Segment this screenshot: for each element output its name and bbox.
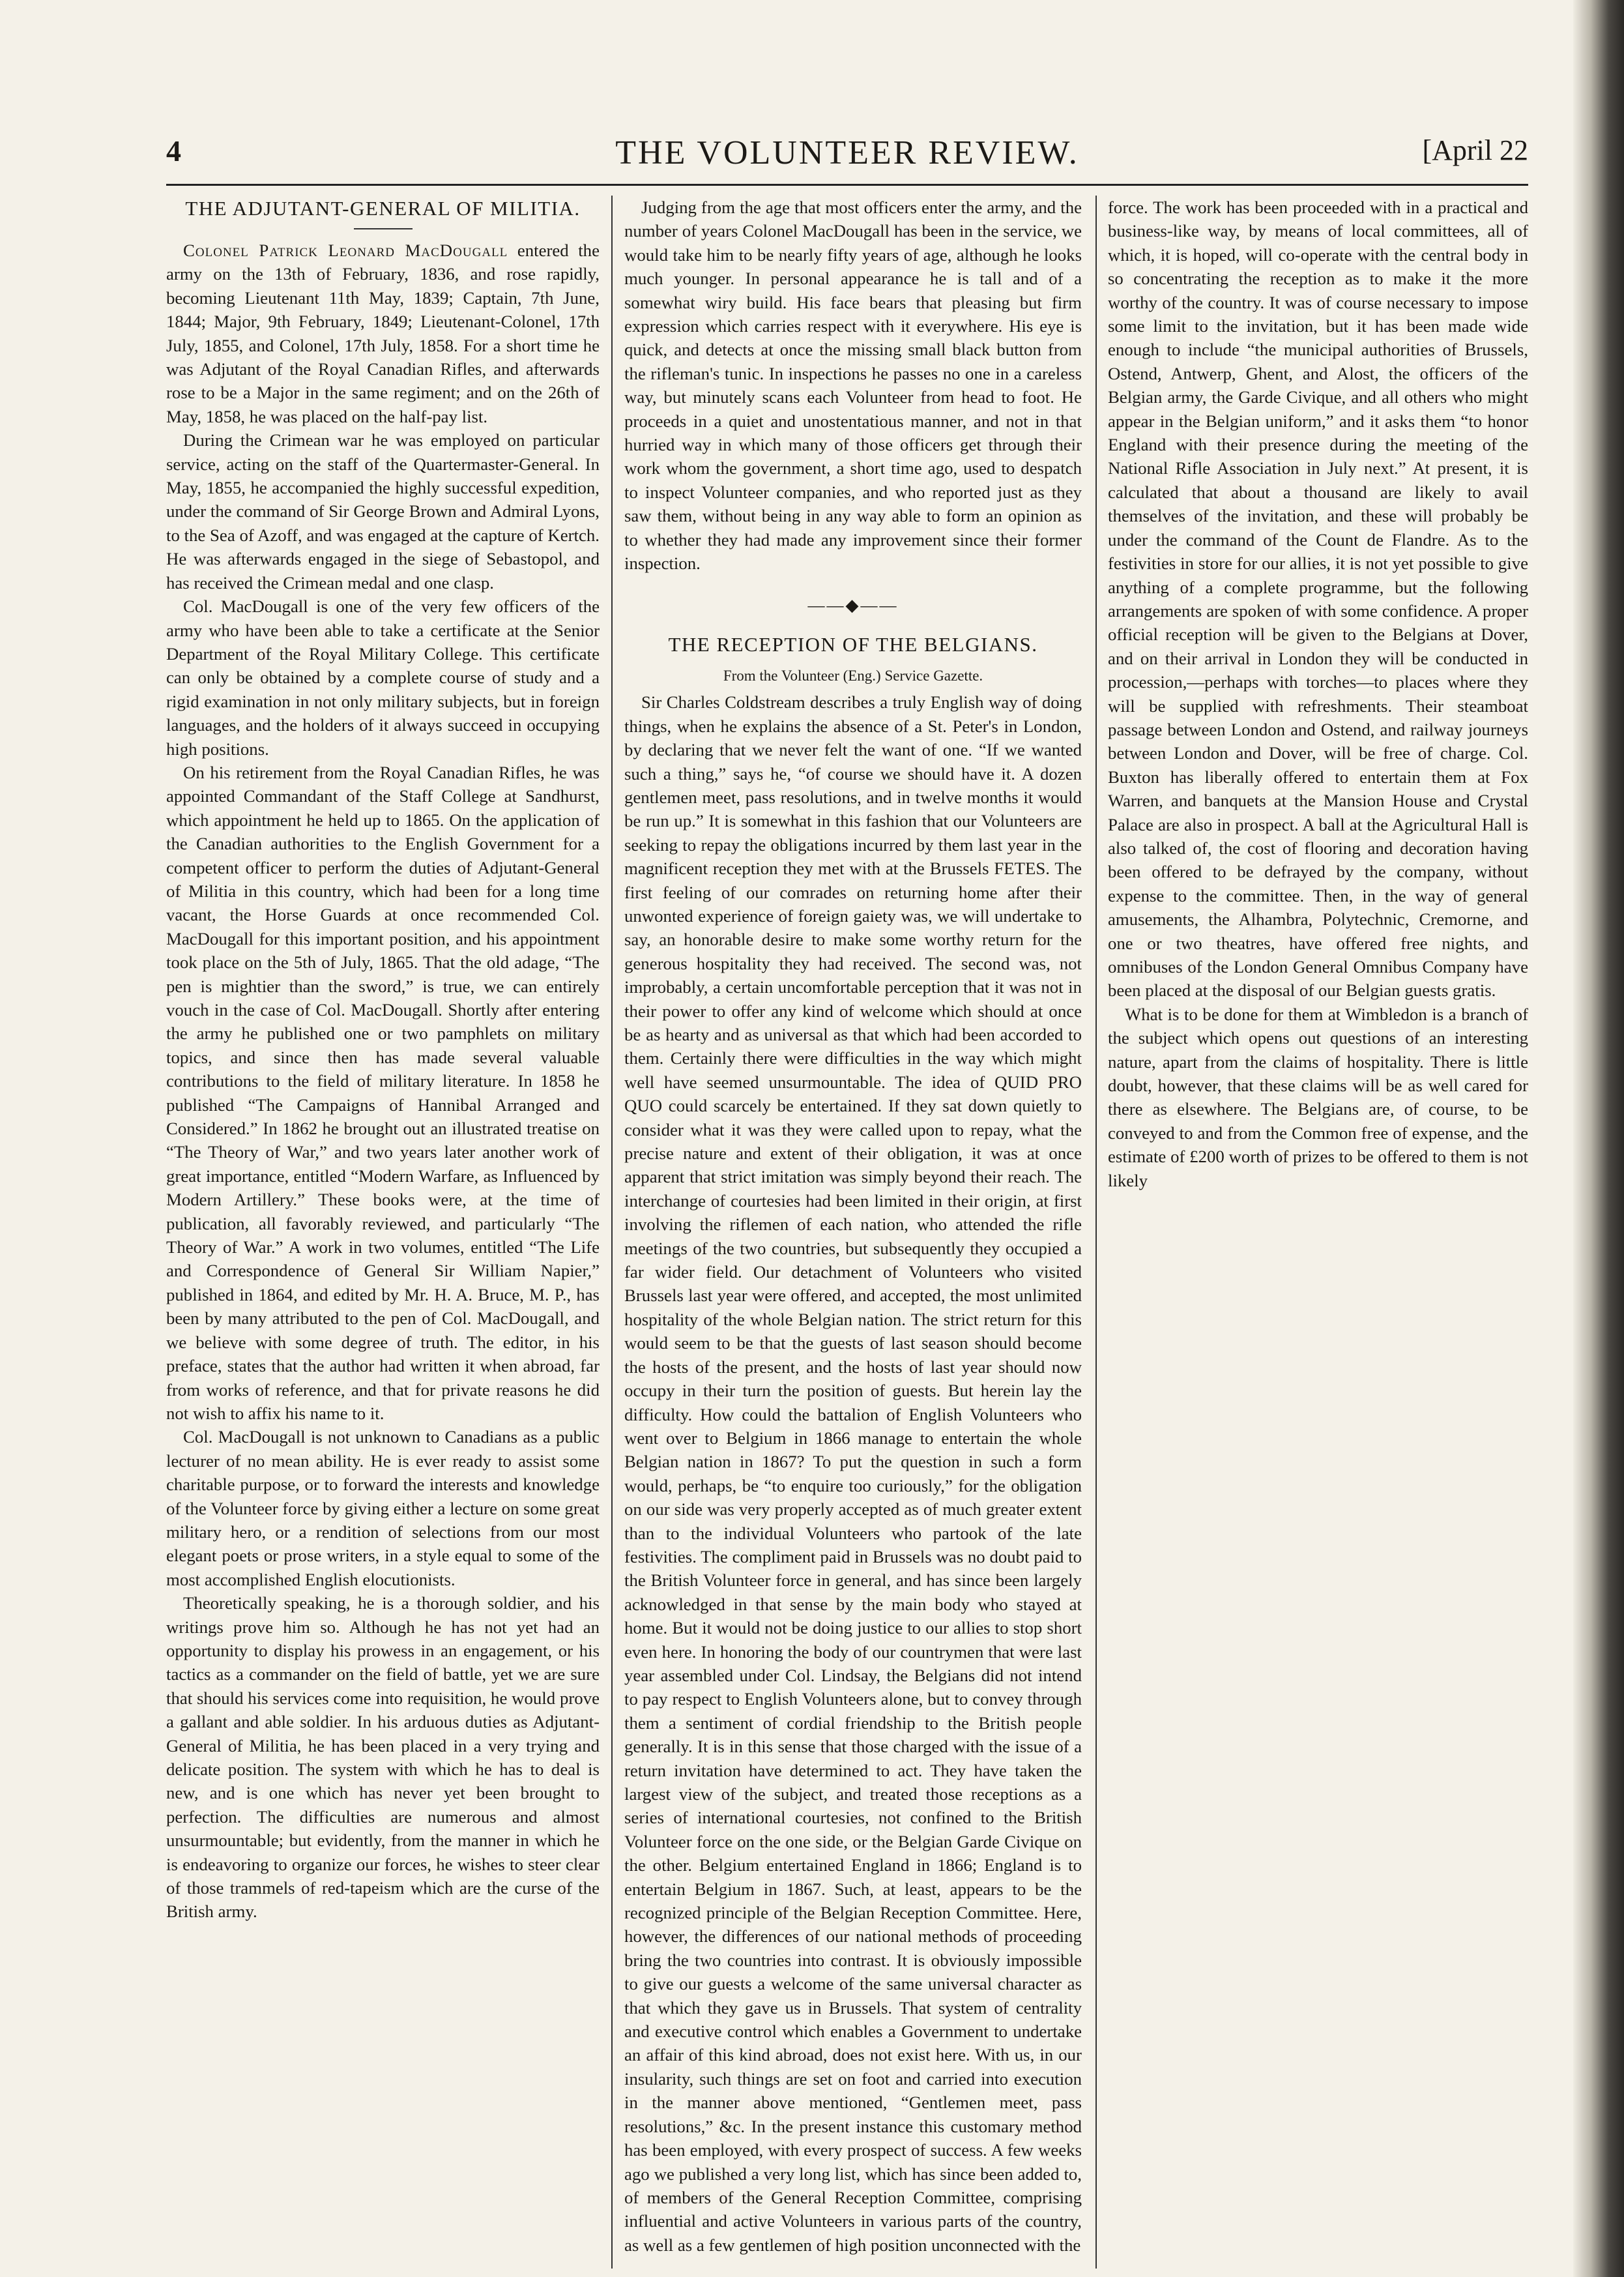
newspaper-title: THE VOLUNTEER REVIEW. [615, 134, 1079, 171]
page-number: 4 [166, 134, 181, 168]
heading-rule [354, 228, 413, 229]
column-divider [1095, 196, 1097, 2269]
article-heading-adjutant-general: THE ADJUTANT-GENERAL OF MILITIA. [185, 197, 581, 220]
article-heading-belgians: THE RECEPTION OF THE BELGIANS. [668, 632, 1038, 656]
paragraph-text: entered the army on the 13th of February, 1836, and rose rapidly, becoming Lieutenant 11th May, 1839; Captain, 7th June, 1844; Major, 9th February, 1849; Lieutenant-Colonel, 17th July, 1855, and Colonel, 17th July, 1858. For a short time he was Adjutant of the Royal Canadian Rifles, and afterwards rose to be a Major in the same regiment; and on the 26th of May, 1858, he was placed on the half-pay list. [166, 241, 600, 426]
article-paragraph-continued: force. The work has been proceeded with in a practical and business-like way, by means of local committees, all of which, it is hoped, will co-operate with the central body in so concentrating the reception as to make it the more worthy of the country. It was of course necessary to impose some limit to the invitation, but it has been made wide enough to include “the municipal authorities of Brussels, Ostend, Antwerp, Ghent, and Alost, the officers of the Belgian army, the Garde Civique, and all others who might appear in the Belgian uniform,” and it asks them “to honor England with their presence during the meeting of the National Rifle Association in July next.” At present, it is calculated that about a thousand are likely to avail themselves of the invitation, and these will probably be under the command of the Count de Flandre. As to the festivities in store for our allies, it is not yet possible to give anything of a complete programme, but the following arrangements are spoken of with some confidence. A proper official reception will be given to the Belgians at Dover, and on their arrival in London they will be conducted in procession,—perhaps with torches—to places where they will be supplied with refreshments. Their steamboat passage between London and Ostend, and railway journeys between London and Dover, will be free of charge. Col. Buxton has liberally offered to entertain them at Fox Warren, and banquets at the Mansion House and Crystal Palace are also in prospect. A ball at the Agricultural Hall is also talked of, the cost of flooring and decoration having been offered to be defrayed by the company, without expense to the committee. Then, in the way of general amusements, the Alhambra, Polytechnic, Cremorne, and one or two theatres, have offered free nights, and omnibuses of the London General Omnibus Company have been placed at the disposal of our Belgian guests gratis. [1108, 198, 1528, 1001]
masthead [166, 134, 1528, 179]
article-paragraph [166, 239, 600, 428]
column-3 [1108, 196, 1528, 2269]
section-ornament: ——◆—— [807, 595, 899, 615]
masthead-rule [166, 184, 1528, 186]
article-paragraph: Judging from the age that most officers enter the army, and the number of years Colonel MacDougall has been in the service, we would take him to be nearly fifty years of age, although he looks much younger. In personal appearance he is tall and of a somewhat wiry build. His face bears that pleasing but firm expression which carries respect with it everywhere. His eye is quick, and detects at once the missing small black button from the rifleman's tunic. In inspections he passes no one in a careless way, but minutely scans each Volunteer from head to foot. He proceeds in a quiet and unostentatious manner, and not in that hurried way in which many of those officers get through their work whom the government, a short time ago, used to despatch to inspect Volunteer companies, and who reported just as they saw them, without being in any way able to form an opinion as to whether they had made any improvement since their former inspection. [624, 198, 1082, 574]
issue-date: [April 22 [1422, 134, 1528, 166]
scan-binding-edge [1573, 0, 1624, 2277]
article-paragraph: Theoretically speaking, he is a thorough soldier, and his writings prove him so. Although he has not yet had an opportunity to display his prowess in an engagement, or his tactics as a commander on the field of battle, yet we are sure that should his services come into requisition, he would prove a gallant and able soldier. In his arduous duties as Adjutant-General of Militia, he has been placed in a very trying and delicate position. The system with which he has to deal is new, and is one which has never yet been brought to perfection. The difficulties are numerous and almost unsurmountable; but evidently, from the manner in which he is endeavoring to organize our forces, he wishes to steer clear of those trammels of red-tapeism which are the curse of the British army. [166, 1593, 600, 1922]
article-paragraph: What is to be done for them at Wimbledon is a branch of the subject which opens out questions of an interesting nature, apart from the claims of hospitality. There is little doubt, however, that these claims will be as well cared for there as elsewhere. The Belgians are, of course, to be conveyed to and from the Common free of expense, and the estimate of £200 worth of prizes to be offered to them is not likely [1108, 1004, 1528, 1190]
article-paragraph: During the Crimean war he was employed on particular service, acting on the staff of the Quartermaster-General. In May, 1855, he accompanied the highly successful expedition, under the command of Sir George Brown and Admiral Lyons, to the Sea of Azoff, and was engaged at the capture of Kertch. He was afterwards engaged in the siege of Sebastopol, and has received the Crimean medal and one clasp. [166, 430, 600, 593]
article-source: From the Volunteer (Eng.) Service Gazette. [723, 667, 983, 684]
column-divider [611, 196, 613, 2269]
article-paragraph: Col. MacDougall is not unknown to Canadians as a public lecturer of no mean ability. He is ever ready to assist some charitable purpose, or to forward the interests and knowledge of the Volunteer force by giving either a lecture on some great military hero, or a rendition of selections from our most elegant poets or prose writers, in a style equal to some of the most accomplished English elocutionists. [166, 1427, 600, 1589]
column-2 [624, 196, 1082, 2269]
article-paragraph: Sir Charles Coldstream describes a truly English way of doing things, when he explains the absence of a St. Peter's in London, by declaring that we never felt the want of one. “If we wanted such a thing,” says he, “of course we should have it. A dozen gentlemen meet, pass resolutions, and in twelve months it would be run up.” It is somewhat in this fashion that our Volunteers are seeking to repay the obligations incurred by them last year in the magnificent reception they met with at the Brussels FETES. The first feeling of our comrades on returning home after their unwonted experience of foreign gaiety was, we will undertake to say, an honorable desire to make some worthy return for the generous hospitality they had received. The second was, not improbably, a certain uncomfortable perception that it was not in their power to offer any kind of welcome which should at once be as hearty and as universal as that which had been accorded to them. Certainly there were difficulties in the way which might well have seemed unsurmountable. The idea of QUID PRO QUO could scarcely be entertained. If they sat down quietly to consider what it was they were called upon to repay, what the precise nature and extent of their obligation, it was at once apparent that strict imitation was simply beyond their reach. The interchange of courtesies had been limited in their origin, at first involving the riflemen of each nation, who attended the rifle meetings of the two countries, but subsequently they occupied a far wider field. Our detachment of Volunteers who visited Brussels last year were offered, and accepted, the most unlimited hospitality of the whole Belgian nation. The strict return for this would seem to be that the guests of last season should become the hosts of the present, and the hosts of last year should now occupy in their turn the position of guests. But herein lay the difficulty. How could the battalion of English Volunteers who went over to Belgium in 1866 manage to entertain the whole Belgian nation in 1867? To put the question in such a form would, perhaps, be “to enquire too curiously,” for the obligation on our side was very properly accepted as of much greater extent than to the individual Volunteers who partook of the late festivities. The compliment paid in Brussels was no doubt paid to the British Volunteer force in general, and has since been largely acknowledged in that sense by the main body who stayed at home. But it would not be doing justice to our allies to stop short even here. In honoring the body of our countrymen that were last year assembled under Col. Lindsay, the Belgians did not intend to pay respect to English Volunteers alone, but to convey through them a sentiment of cordial friendship to the British people generally. It is in this sense that those charged with the issue of a return invitation have determined to act. They have taken the largest view of the subject, and treated those receptions as a series of international courtesies, not confined to the British Volunteer force on the one side, or the Belgian Garde Civique on the other. Belgium entertained England in 1866; England is to entertain Belgium in 1867. Such, at least, appears to be the recognized principle of the Belgian Reception Committee. Here, however, the differences of our national methods of proceeding bring the two countries into contrast. It is obviously impossible to give our guests a welcome of the same universal character as that which they gave us in Brussels. That system of centrality and executive control which enables a Government to undertake an affair of this kind abroad, does not exist here. With us, in our insularity, such things are set on foot and carried into execution in the manner above mentioned, “Gentlemen meet, pass resolutions,” &c. In the present instance this customary method has been employed, with every prospect of success. A few weeks ago we published a very long list, which has since been added to, of members of the General Reception Committee, comprising influential and active Volunteers in various parts of the country, as well as a few gentlemen of high position unconnected with the [624, 692, 1082, 2255]
lead-name: Colonel Patrick Leonard MacDougall [183, 241, 508, 260]
article-paragraph: On his retirement from the Royal Canadian Rifles, he was appointed Commandant of the Staff College at Sandhurst, which appointment he held up to 1865. On the application of the Canadian authorities to the English Government for a competent officer to perform the duties of Adjutant-General of Militia in this country, which had been for a long time vacant, the Horse Guards at once recommended Col. MacDougall for this important position, and his appointment took place on the 5th of July, 1865. That the old adage, “The pen is mightier than the sword,” is true, we can entirely vouch in the case of Col. MacDougall. Shortly after entering the army he published one or two pamphlets on military topics, and since then has made several valuable contributions to the field of military literature. In 1858 he published “The Campaigns of Hannibal Arranged and Considered.” In 1862 he brought out an illustrated treatise on “The Theory of War,” and two years later another work of great importance, entitled “Modern Warfare, as Influenced by Modern Artillery.” These books were, at the time of publication, all favorably reviewed, and particularly “The Theory of War.” A work in two volumes, entitled “The Life and Correspondence of General Sir William Napier,” published in 1864, and edited by Mr. H. A. Bruce, M. P., has been by many attributed to the pen of Col. MacDougall, and we believe with some degree of truth. The editor, in his preface, states that the author had written it when abroad, far from works of reference, and that for private reasons he did not wish to affix his name to it. [166, 762, 600, 1423]
column-1 [166, 196, 600, 2269]
article-paragraph: Col. MacDougall is one of the very few officers of the army who have been able to take a certificate at the Senior Department of the Royal Military College. This certificate can only be obtained by a complete course of study and a rigid examination in not only military subjects, but in foreign languages, and the holders of it always succeed in occupying high positions. [166, 596, 600, 759]
